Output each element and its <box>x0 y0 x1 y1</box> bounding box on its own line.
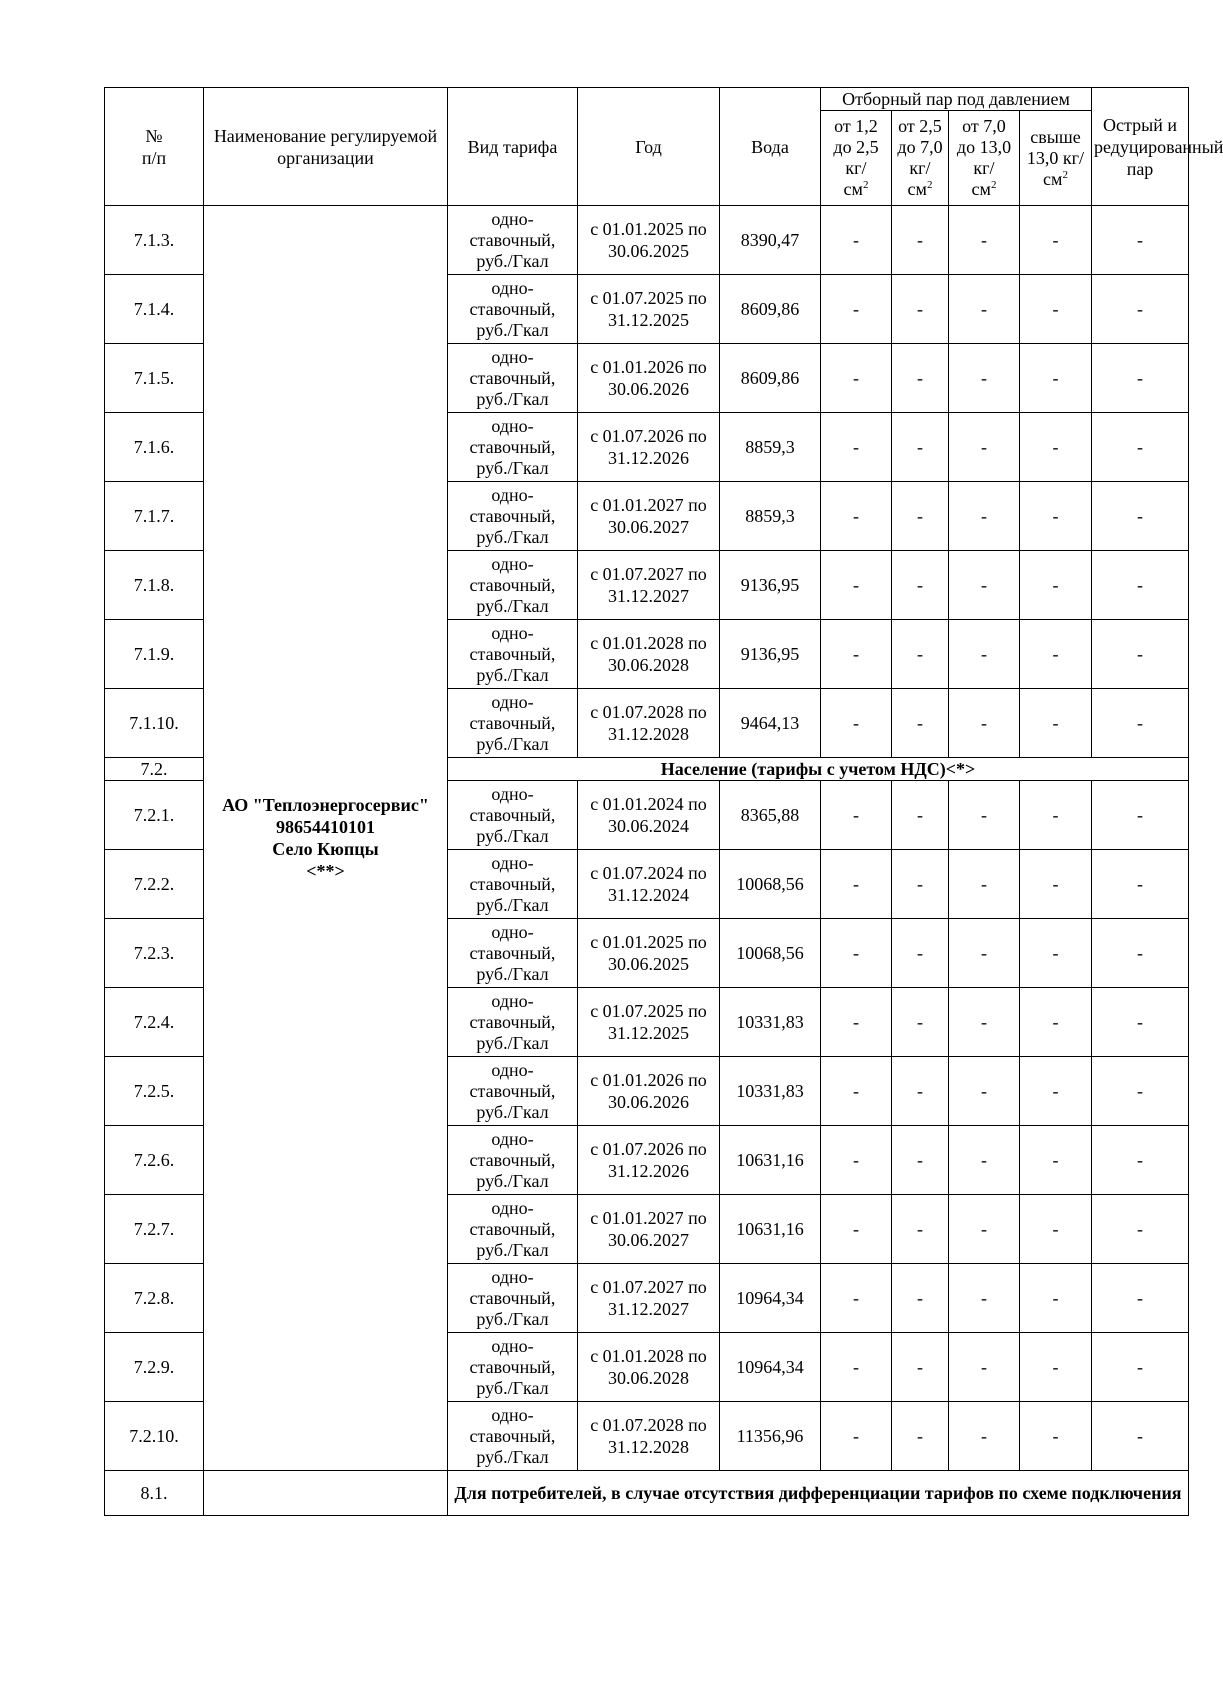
tariff-period: с 01.01.2025 по 30.06.2025 <box>578 919 720 988</box>
steam-p4-value: - <box>1020 850 1092 919</box>
steam-p1-value: - <box>821 1126 892 1195</box>
header-unit: см <box>971 179 991 199</box>
tariff-type: одно-ставочный, руб./Гкал <box>448 1195 578 1264</box>
header-pressure-2 <box>892 111 949 206</box>
steam-p4-value: - <box>1020 482 1092 551</box>
steam-p4-value: - <box>1020 206 1092 275</box>
tariff-type: одно-ставочный, руб./Гкал <box>448 919 578 988</box>
steam-p1-value: - <box>821 689 892 758</box>
steam-p4-value: - <box>1020 551 1092 620</box>
sharp-steam-value: - <box>1092 689 1189 758</box>
sharp-steam-value: - <box>1092 206 1189 275</box>
header-num: № п/п <box>105 88 204 206</box>
tariff-table <box>104 87 1223 1516</box>
steam-p1-value: - <box>821 850 892 919</box>
steam-p3-value: - <box>949 344 1020 413</box>
steam-p3-value: - <box>949 689 1020 758</box>
tariff-type: одно-ставочный, руб./Гкал <box>448 206 578 275</box>
steam-p2-value: - <box>892 551 949 620</box>
steam-p1-value: - <box>821 482 892 551</box>
steam-p4-value: - <box>1020 689 1092 758</box>
header-pressure-3-label: от 7,0 до 13,0 кг/ <box>956 116 1012 178</box>
water-value: 10331,83 <box>720 988 821 1057</box>
steam-p1-value: - <box>821 206 892 275</box>
header-pressure-4-label: свыше 13,0 кг/ <box>1026 126 1085 168</box>
steam-p2-value: - <box>892 1333 949 1402</box>
steam-p4-value: - <box>1020 1333 1092 1402</box>
steam-p2-value: - <box>892 275 949 344</box>
section-title: Для потребителей, в случае отсутствия дифференциации тарифов по схеме подключения <box>448 1471 1189 1516</box>
steam-p2-value: - <box>892 689 949 758</box>
steam-p1-value: - <box>821 413 892 482</box>
water-value: 8609,86 <box>720 344 821 413</box>
row-number: 7.2.1. <box>105 781 204 850</box>
steam-p4-value: - <box>1020 1402 1092 1471</box>
sharp-steam-value: - <box>1092 919 1189 988</box>
organization-empty-cell <box>204 1471 448 1516</box>
steam-p1-value: - <box>821 988 892 1057</box>
water-value: 9136,95 <box>720 620 821 689</box>
steam-p1-value: - <box>821 919 892 988</box>
water-value: 10068,56 <box>720 850 821 919</box>
water-value: 8859,3 <box>720 413 821 482</box>
water-value: 10068,56 <box>720 919 821 988</box>
steam-p2-value: - <box>892 1126 949 1195</box>
water-value: 10964,34 <box>720 1264 821 1333</box>
steam-p3-value: - <box>949 850 1020 919</box>
steam-p2-value: - <box>892 344 949 413</box>
steam-p4-value: - <box>1020 1195 1092 1264</box>
steam-p3-value: - <box>949 413 1020 482</box>
tariff-period: с 01.07.2026 по 31.12.2026 <box>578 413 720 482</box>
steam-p2-value: - <box>892 1264 949 1333</box>
steam-p4-value: - <box>1020 413 1092 482</box>
header-unit-sup: 2 <box>1062 168 1068 181</box>
organization-name: АО "Теплоэнергосервис" <box>222 795 429 815</box>
steam-p4-value: - <box>1020 1057 1092 1126</box>
row-number: 7.2.10. <box>105 1402 204 1471</box>
steam-p4-value: - <box>1020 988 1092 1057</box>
row-number: 7.1.6. <box>105 413 204 482</box>
row-number: 7.2.8. <box>105 1264 204 1333</box>
steam-p2-value: - <box>892 1057 949 1126</box>
organization-cell <box>204 206 448 1471</box>
sharp-steam-value: - <box>1092 850 1189 919</box>
steam-p3-value: - <box>949 781 1020 850</box>
steam-p2-value: - <box>892 781 949 850</box>
steam-p3-value: - <box>949 1402 1020 1471</box>
header-unit-sup: 2 <box>926 179 933 191</box>
header-pressure-1-label: от 1,2 до 2,5 кг/ <box>833 116 879 178</box>
row-number: 7.1.5. <box>105 344 204 413</box>
header-unit-sup: 2 <box>862 179 869 191</box>
steam-p1-value: - <box>821 275 892 344</box>
header-tariff-type: Вид тарифа <box>448 88 578 206</box>
steam-p2-value: - <box>892 1402 949 1471</box>
steam-p3-value: - <box>949 1333 1020 1402</box>
tariff-period: с 01.01.2026 по 30.06.2026 <box>578 1057 720 1126</box>
tariff-period: с 01.07.2027 по 31.12.2027 <box>578 1264 720 1333</box>
tariff-type: одно-ставочный, руб./Гкал <box>448 620 578 689</box>
water-value: 8609,86 <box>720 275 821 344</box>
steam-p2-value: - <box>892 1195 949 1264</box>
tariff-period: с 01.01.2028 по 30.06.2028 <box>578 1333 720 1402</box>
tariff-type: одно-ставочный, руб./Гкал <box>448 850 578 919</box>
water-value: 10631,16 <box>720 1195 821 1264</box>
tariff-type: одно-ставочный, руб./Гкал <box>448 689 578 758</box>
sharp-steam-value: - <box>1092 988 1189 1057</box>
header-year: Год <box>578 88 720 206</box>
steam-p1-value: - <box>821 1057 892 1126</box>
steam-p4-value: - <box>1020 344 1092 413</box>
steam-p3-value: - <box>949 1264 1020 1333</box>
water-value: 10631,16 <box>720 1126 821 1195</box>
header-pressure-1 <box>821 111 892 206</box>
tariff-period: с 01.07.2025 по 31.12.2025 <box>578 988 720 1057</box>
tariff-type: одно-ставочный, руб./Гкал <box>448 275 578 344</box>
section-number: 7.2. <box>105 758 204 781</box>
sharp-steam-value: - <box>1092 620 1189 689</box>
tariff-period: с 01.01.2027 по 30.06.2027 <box>578 1195 720 1264</box>
sharp-steam-value: - <box>1092 275 1189 344</box>
steam-p1-value: - <box>821 1402 892 1471</box>
header-unit: см <box>907 179 927 199</box>
header-org-name: Наименование регулируемой организации <box>204 88 448 206</box>
header-pressure-2-label: от 2,5 до 7,0 кг/ <box>897 116 943 178</box>
steam-p3-value: - <box>949 275 1020 344</box>
header-unit-sup: 2 <box>990 179 997 191</box>
row-number: 7.1.10. <box>105 689 204 758</box>
steam-p2-value: - <box>892 919 949 988</box>
water-value: 8365,88 <box>720 781 821 850</box>
header-pressure-3 <box>949 111 1020 206</box>
organization-note: <**> <box>306 861 345 881</box>
tariff-period: с 01.01.2025 по 30.06.2025 <box>578 206 720 275</box>
steam-p3-value: - <box>949 206 1020 275</box>
steam-p3-value: - <box>949 919 1020 988</box>
tariff-type: одно-ставочный, руб./Гкал <box>448 781 578 850</box>
sharp-steam-value: - <box>1092 344 1189 413</box>
steam-p1-value: - <box>821 1264 892 1333</box>
organization-place: Село Кюпцы <box>272 839 379 859</box>
water-value: 8390,47 <box>720 206 821 275</box>
row-number: 7.2.9. <box>105 1333 204 1402</box>
steam-p4-value: - <box>1020 275 1092 344</box>
steam-p2-value: - <box>892 482 949 551</box>
row-number: 7.1.7. <box>105 482 204 551</box>
header-steam-group: Отборный пар под давлением <box>821 88 1092 111</box>
steam-p2-value: - <box>892 988 949 1057</box>
steam-p1-value: - <box>821 1195 892 1264</box>
sharp-steam-value: - <box>1092 1264 1189 1333</box>
tariff-period: с 01.01.2028 по 30.06.2028 <box>578 620 720 689</box>
sharp-steam-value: - <box>1092 1333 1189 1402</box>
table-row <box>105 206 1189 275</box>
section-row <box>105 1471 1189 1516</box>
steam-p4-value: - <box>1020 919 1092 988</box>
sharp-steam-value: - <box>1092 1195 1189 1264</box>
water-value: 9464,13 <box>720 689 821 758</box>
steam-p2-value: - <box>892 850 949 919</box>
water-value: 9136,95 <box>720 551 821 620</box>
tariff-period: с 01.01.2024 по 30.06.2024 <box>578 781 720 850</box>
steam-p2-value: - <box>892 620 949 689</box>
tariff-type: одно-ставочный, руб./Гкал <box>448 1402 578 1471</box>
steam-p3-value: - <box>949 1126 1020 1195</box>
organization-inn: 98654410101 <box>276 817 375 837</box>
row-number: 7.1.3. <box>105 206 204 275</box>
water-value: 10331,83 <box>720 1057 821 1126</box>
sharp-steam-value: - <box>1092 1126 1189 1195</box>
steam-p2-value: - <box>892 413 949 482</box>
row-number: 7.1.8. <box>105 551 204 620</box>
section-number: 8.1. <box>105 1471 204 1516</box>
sharp-steam-value: - <box>1092 482 1189 551</box>
row-number: 7.2.3. <box>105 919 204 988</box>
header-water: Вода <box>720 88 821 206</box>
steam-p1-value: - <box>821 1333 892 1402</box>
tariff-period: с 01.07.2024 по 31.12.2024 <box>578 850 720 919</box>
tariff-period: с 01.01.2027 по 30.06.2027 <box>578 482 720 551</box>
water-value: 8859,3 <box>720 482 821 551</box>
steam-p1-value: - <box>821 781 892 850</box>
steam-p3-value: - <box>949 482 1020 551</box>
row-number: 7.2.7. <box>105 1195 204 1264</box>
sharp-steam-value: - <box>1092 551 1189 620</box>
tariff-type: одно-ставочный, руб./Гкал <box>448 988 578 1057</box>
row-number: 7.2.6. <box>105 1126 204 1195</box>
tariff-type: одно-ставочный, руб./Гкал <box>448 1057 578 1126</box>
steam-p3-value: - <box>949 1195 1020 1264</box>
header-row-top <box>105 88 1189 111</box>
water-value: 11356,96 <box>720 1402 821 1471</box>
steam-p3-value: - <box>949 1057 1020 1126</box>
header-sharp-steam: Острый и редуцированный пар <box>1092 88 1189 206</box>
tariff-type: одно-ставочный, руб./Гкал <box>448 482 578 551</box>
steam-p2-value: - <box>892 206 949 275</box>
steam-p3-value: - <box>949 988 1020 1057</box>
tariff-type: одно-ставочный, руб./Гкал <box>448 1333 578 1402</box>
header-pressure-4 <box>1020 111 1092 206</box>
row-number: 7.1.9. <box>105 620 204 689</box>
steam-p3-value: - <box>949 551 1020 620</box>
row-number: 7.2.2. <box>105 850 204 919</box>
steam-p4-value: - <box>1020 620 1092 689</box>
header-unit: см <box>1043 168 1063 189</box>
steam-p4-value: - <box>1020 1126 1092 1195</box>
steam-p1-value: - <box>821 620 892 689</box>
tariff-type: одно-ставочный, руб./Гкал <box>448 1126 578 1195</box>
header-unit: см <box>843 179 863 199</box>
tariff-period: с 01.07.2028 по 31.12.2028 <box>578 1402 720 1471</box>
tariff-period: с 01.07.2028 по 31.12.2028 <box>578 689 720 758</box>
tariff-period: с 01.01.2026 по 30.06.2026 <box>578 344 720 413</box>
sharp-steam-value: - <box>1092 781 1189 850</box>
row-number: 7.2.5. <box>105 1057 204 1126</box>
tariff-period: с 01.07.2025 по 31.12.2025 <box>578 275 720 344</box>
section-title: Население (тарифы с учетом НДС)<*> <box>448 758 1189 781</box>
sharp-steam-value: - <box>1092 1057 1189 1126</box>
steam-p3-value: - <box>949 620 1020 689</box>
tariff-type: одно-ставочный, руб./Гкал <box>448 344 578 413</box>
sharp-steam-value: - <box>1092 1402 1189 1471</box>
water-value: 10964,34 <box>720 1333 821 1402</box>
tariff-type: одно-ставочный, руб./Гкал <box>448 1264 578 1333</box>
steam-p1-value: - <box>821 551 892 620</box>
tariff-period: с 01.07.2027 по 31.12.2027 <box>578 551 720 620</box>
table-body <box>105 206 1189 1516</box>
steam-p4-value: - <box>1020 781 1092 850</box>
sharp-steam-value: - <box>1092 413 1189 482</box>
row-number: 7.1.4. <box>105 275 204 344</box>
tariff-type: одно-ставочный, руб./Гкал <box>448 413 578 482</box>
steam-p4-value: - <box>1020 1264 1092 1333</box>
row-number: 7.2.4. <box>105 988 204 1057</box>
steam-p1-value: - <box>821 344 892 413</box>
tariff-period: с 01.07.2026 по 31.12.2026 <box>578 1126 720 1195</box>
tariff-type: одно-ставочный, руб./Гкал <box>448 551 578 620</box>
